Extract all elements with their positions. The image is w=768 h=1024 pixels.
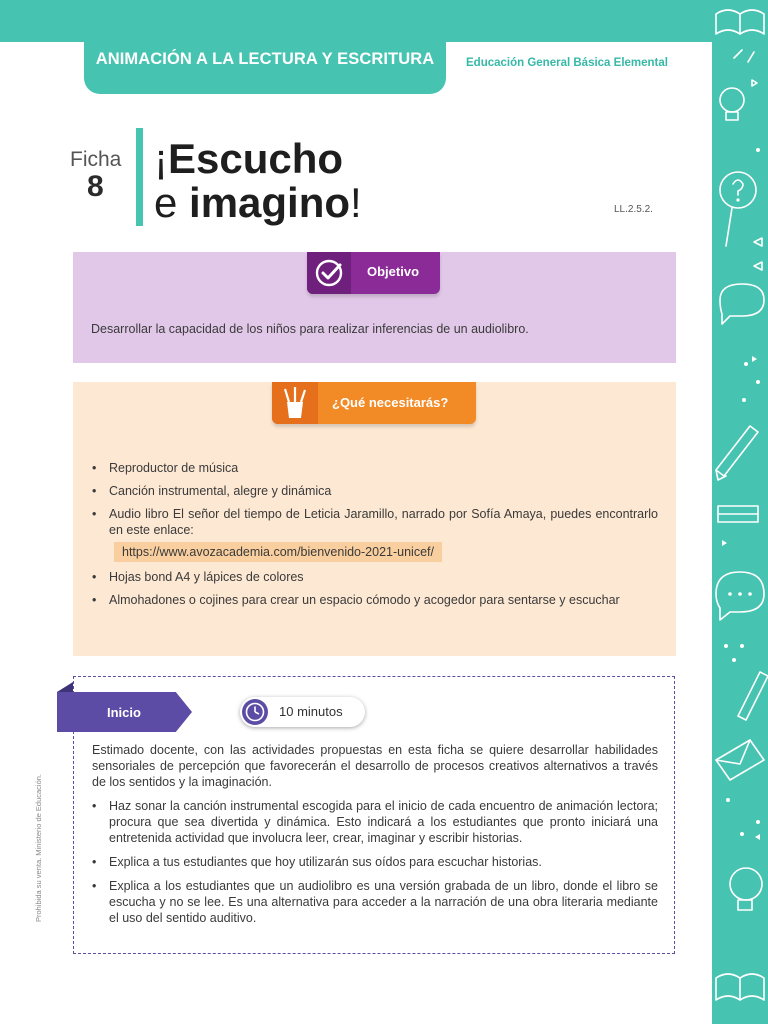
triangle-mark <box>752 80 757 86</box>
title-word-imagino: imagino <box>189 179 351 226</box>
spark-lines <box>734 50 754 62</box>
list-item: • Haz sonar la canción instrumental escogida para el inicio de cada encuentro de animación lectora; procura que sea divertida y dinámica. Esto indicará a los estudiantes que pronto iniciará una entretenida actividad que involucra leer, crear, imaginar y escribir historias. <box>92 798 658 846</box>
lightbulb-icon <box>730 868 762 910</box>
necesitaras-label: ¿Qué necesitarás? <box>332 395 449 410</box>
speech-bubble-dots-icon <box>716 572 764 620</box>
list-item: • Canción instrumental, alegre y dinámica <box>92 483 658 499</box>
list-item: • Almohadones o cojines para crear un espacio cómodo y acogedor para sentarse y escuchar <box>92 592 658 608</box>
header-subtitle: Educación General Básica Elemental <box>466 57 668 69</box>
header-title: ANIMACIÓN A LA LECTURA Y ESCRITURA <box>95 50 435 68</box>
top-band <box>0 0 768 42</box>
check-badge-icon <box>307 252 351 294</box>
title-closing-mark: ! <box>350 179 362 226</box>
ficha-label: Ficha <box>70 148 122 171</box>
title-word-escucho: Escucho <box>168 135 344 182</box>
inicio-list <box>92 798 658 934</box>
inicio-intro: Estimado docente, con las actividades propuestas en esta ficha se quiere desarrollar habilidades sensoriales de percepción que favorecerán el desarrollo de procesos creativos alternativos a través de los sentidos y la imaginación. <box>92 743 658 789</box>
objetivo-tag <box>307 252 440 294</box>
side-decoration <box>712 0 768 1024</box>
envelope-icon <box>716 740 764 780</box>
inicio-tag-fold <box>57 682 73 692</box>
list-item <box>92 506 658 562</box>
open-book-icon <box>716 10 764 34</box>
list-item: • Hojas bond A4 y lápices de colores <box>92 569 658 585</box>
speech-bubble-icon <box>720 284 764 324</box>
book-icon <box>718 506 758 522</box>
timer-text: 10 minutos <box>279 704 343 719</box>
inicio-label: Inicio <box>107 705 141 720</box>
triangle-mark <box>754 238 762 246</box>
page-title-line-2 <box>154 179 362 226</box>
copyright-note: Prohibida su venta. Ministerio de Educación. <box>34 773 43 922</box>
page-title-line-1 <box>154 135 344 182</box>
list-item-text: Audio libro El señor del tiempo de Leticia Jaramillo, narrado por Sofía Amaya, puedes encontrarlo en este enlace: <box>109 507 658 537</box>
materials-list <box>92 460 658 615</box>
objetivo-label: Objetivo <box>367 264 420 279</box>
necesitaras-tag <box>272 382 476 424</box>
ficha-number: 8 <box>87 170 104 203</box>
magnifier-question-icon <box>720 172 756 246</box>
objetivo-text: Desarrollar la capacidad de los niños para realizar inferencias de un audiolibro. <box>91 322 529 336</box>
title-conjunction: e <box>154 179 190 226</box>
triangle-mark <box>754 262 762 270</box>
list-item: • Explica a los estudiantes que un audiolibro es una versión grabada de un libro, donde el libro se escucha y no se lee. Es una alternativa para acceder a la narración de una obra literaria mediante el uso del sentido auditivo. <box>92 878 658 926</box>
timer-badge <box>240 697 365 727</box>
title-opening-mark: ¡ <box>154 135 168 182</box>
title-accent-bar <box>136 128 143 226</box>
pencil-cup-icon <box>272 382 318 424</box>
list-item: • Explica a tus estudiantes que hoy utilizarán sus oídos para escuchar historias. <box>92 854 658 870</box>
pencil-icon <box>738 672 768 720</box>
list-item: • Reproductor de música <box>92 460 658 476</box>
pencil-icon <box>716 426 758 480</box>
open-book-icon <box>716 974 764 1000</box>
curriculum-code: LL.2.5.2. <box>614 204 653 215</box>
audiobook-link[interactable]: https://www.avozacademia.com/bienvenido-2021-unicef/ <box>114 542 442 562</box>
clock-icon <box>242 699 268 725</box>
lightbulb-icon <box>720 88 744 120</box>
